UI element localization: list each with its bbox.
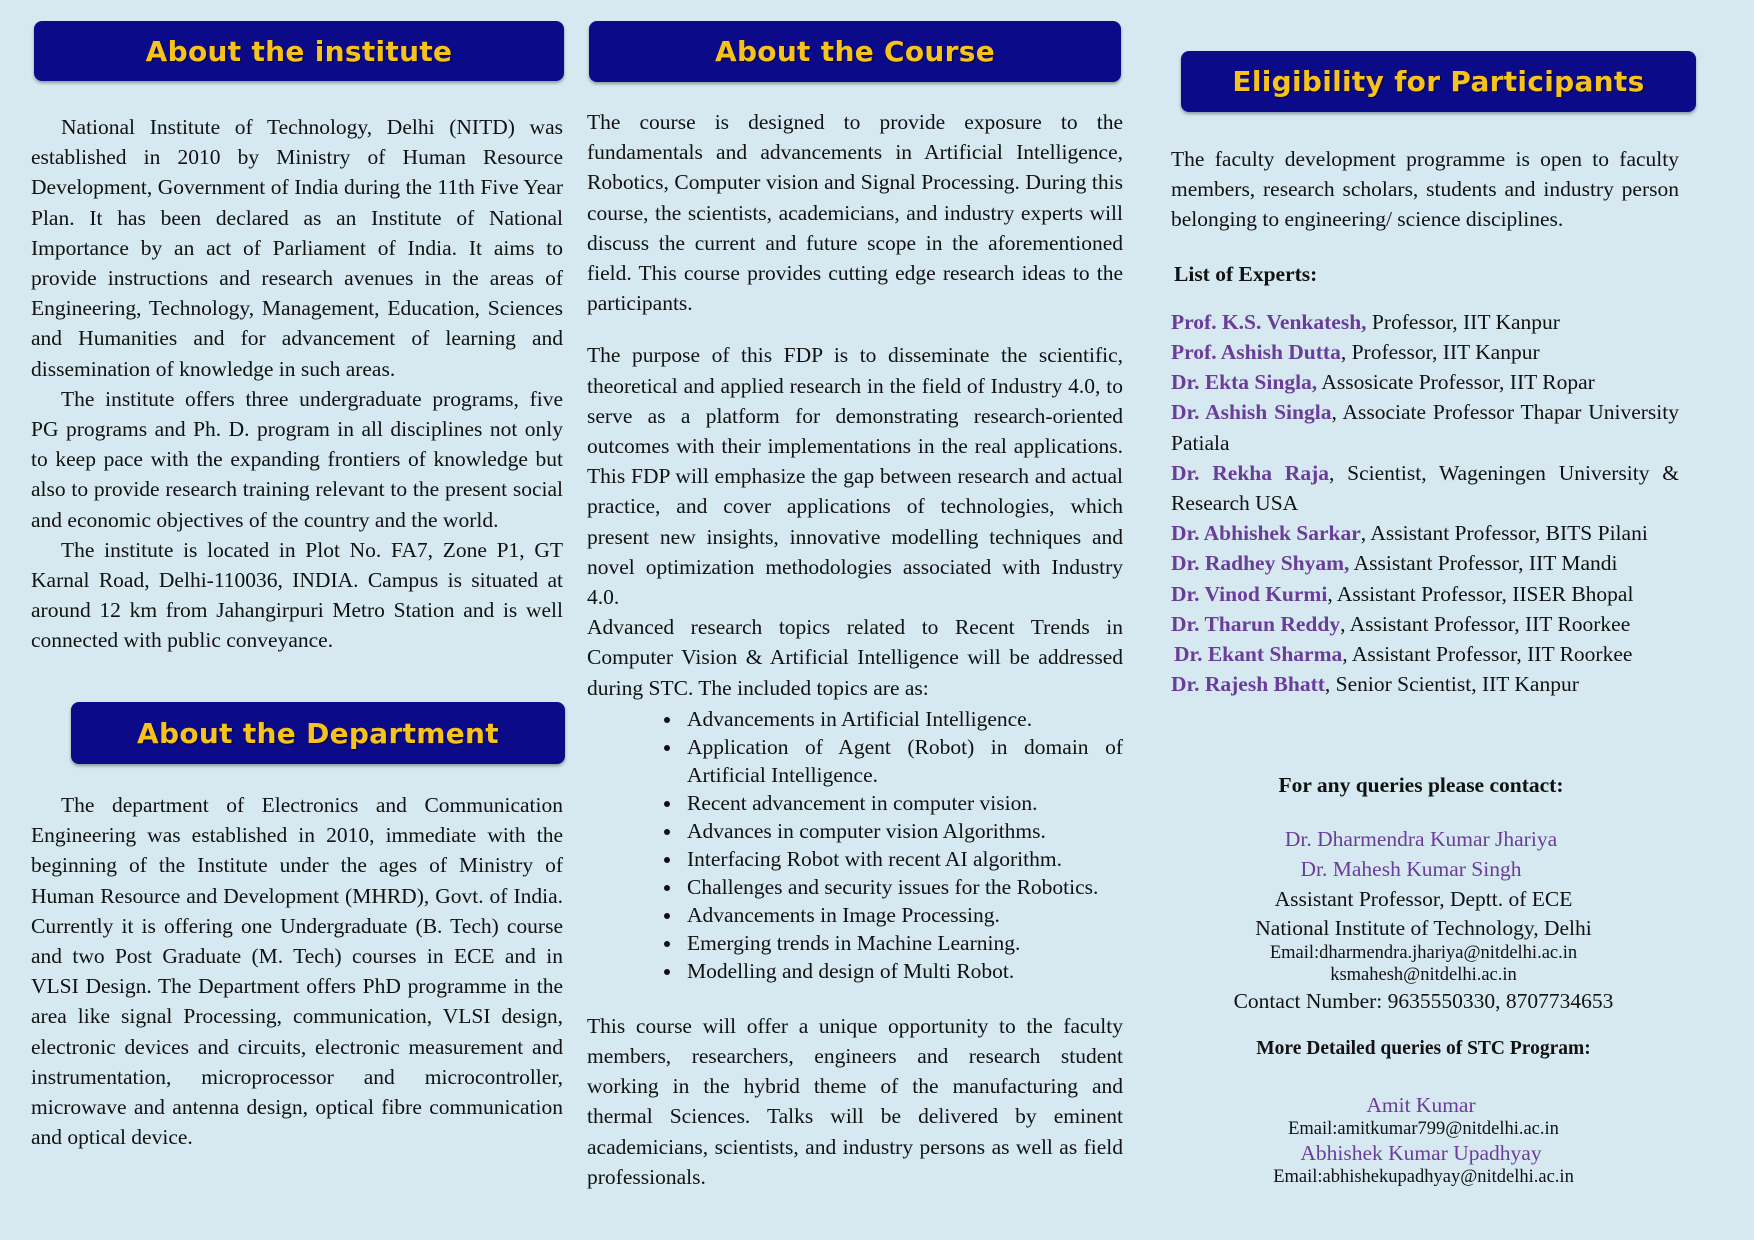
course-paragraph-1: The course is designed to provide exposure to the fundamentals and advancements in Artificial Intelligence, Robotics, Computer vision and Signal Processing. During this course, the scientists, academicians, and industry experts will discuss the current and future scope in the aforementioned field. This course provides cutting edge research ideas to the participants. [587, 110, 1123, 316]
expert-name: Dr. Ekant Sharma [1174, 642, 1343, 667]
stc-email-1[interactable]: Email:amitkumar799@nitdelhi.ac.in [1288, 1119, 1559, 1139]
contact-email-1[interactable]: Email:dharmendra.jhariya@nitdelhi.ac.in [1269, 943, 1578, 963]
expert-affiliation: Professor, IIT Kanpur [1366, 309, 1560, 334]
expert-item [1171, 307, 1679, 337]
expert-name: Dr. Abhishek Sarkar [1171, 521, 1361, 546]
topic-item: • Advancements in Image Processing. [683, 901, 1123, 929]
about-course-banner [589, 21, 1121, 82]
expert-item [1171, 397, 1679, 457]
course-paragraph-4: This course will offer a unique opportunity to the faculty members, researchers, engineers and research student working in the hybrid theme of the manufacturing and thermal Sciences. Talks will be delivered by eminent academicians, scientists, and industry persons as well as field professionals. [587, 1013, 1123, 1189]
expert-name: Dr. Ashish Singla [1171, 400, 1332, 425]
expert-name: Dr. Rajesh Bhatt [1171, 672, 1325, 697]
topic-item: • Modelling and design of Multi Robot. [683, 957, 1123, 985]
expert-item [1171, 518, 1679, 548]
expert-item [1171, 669, 1679, 699]
contact-section [1171, 770, 1651, 1188]
expert-name: Dr. Vinod Kurmi [1171, 581, 1328, 606]
eligibility-paragraph: The faculty development programme is open to faculty members, research scholars, students and industry person belonging to engineering/ science disciplines. [1171, 147, 1679, 232]
contact-name-2: Dr. Mahesh Kumar Singh [1300, 857, 1522, 881]
eligibility-section [1171, 144, 1679, 699]
expert-item [1171, 367, 1679, 397]
expert-item [1171, 639, 1679, 669]
contact-name-1: Dr. Dharmendra Kumar Jhariya [1284, 827, 1558, 851]
expert-name: Dr. Rekha Raja [1171, 460, 1329, 485]
stc-heading: More Detailed queries of STC Program: [1256, 1038, 1591, 1059]
stc-name-1: Amit Kumar [1366, 1093, 1476, 1117]
expert-item [1171, 548, 1679, 578]
course-paragraph-2: The purpose of this FDP is to disseminate the scientific, theoretical and applied research in the field of Industry 4.0, to serve as a platform for demonstrating research-oriented outcomes with their implementations in the real applications. This FDP will emphasize the gap between research and actual practice, and cover applications of technologies, which present new insights, innovative modelling techniques and novel optimization methodologies associated with Industry 4.0. [587, 343, 1123, 610]
topic-item: • Recent advancement in computer vision. [683, 789, 1123, 817]
contact-heading: For any queries please contact: [1278, 773, 1564, 797]
topic-item: • Advances in computer vision Algorithms. [683, 817, 1123, 845]
expert-name: Prof. Ashish Dutta [1171, 340, 1341, 365]
expert-affiliation: , Senior Scientist, IIT Kanpur [1324, 672, 1579, 697]
department-paragraph: The department of Electronics and Communication Engineering was established in 2010, immediate with the beginning of the Institute under the ages of Ministry of Human Resource and Development (MHRD), Govt. of India. Currently it is offering one Undergraduate (B. Tech) course and two Post Graduate (M. Tech) courses in ECE and in VLSI Design. The Department offers PhD programme in the area like signal Processing, communication, VLSI design, electronic devices and circuits, electronic measurement and instrumentation, microprocessor and microcontroller, microwave and antenna design, optical fibre communication and optical device. [31, 793, 563, 1150]
stc-name-2: Abhishek Kumar Upadhyay [1300, 1141, 1542, 1165]
about-department-banner [71, 702, 565, 764]
topic-item: • Emerging trends in Machine Learning. [683, 929, 1123, 957]
about-course-heading: About the Course [714, 35, 996, 68]
expert-affiliation: , Assistant Professor, BITS Pilani [1360, 521, 1648, 546]
experts-heading: List of Experts: [1174, 261, 1318, 286]
about-institute-banner [34, 21, 564, 81]
about-institute-heading: About the institute [145, 34, 453, 68]
expert-affiliation: , Scientist, Wageningen University & Research USA [1171, 460, 1679, 516]
expert-name: Prof. K.S. Venkatesh, [1171, 309, 1367, 334]
course-section [587, 107, 1123, 1192]
contact-designation: Assistant Professor, Deptt. of ECE [1274, 887, 1573, 911]
experts-list [1171, 307, 1679, 700]
contact-email-2[interactable]: ksmahesh@nitdelhi.ac.in [1330, 965, 1517, 985]
institute-paragraph-2: The institute offers three undergraduate programs, five PG programs and Ph. D. program in all disciplines not only to keep pace with the expanding frontiers of knowledge but also to provide research training relevant to the present social and economic objectives of the country and the world. [31, 386, 563, 532]
expert-affiliation: , Associate Professor Thapar University Patiala [1171, 400, 1679, 455]
expert-name: Dr. Ekta Singla, [1171, 370, 1318, 395]
contact-institute: National Institute of Technology, Delhi [1255, 916, 1592, 940]
expert-affiliation: Assistant Professor, IIT Mandi [1349, 551, 1618, 576]
department-section [31, 790, 563, 1152]
expert-name: Dr. Radhey Shyam, [1171, 551, 1350, 576]
expert-item [1171, 337, 1679, 367]
expert-name: Dr. Tharun Reddy [1171, 611, 1341, 636]
expert-item [1171, 579, 1679, 609]
expert-affiliation: Assosicate Professor, IIT Ropar [1317, 370, 1595, 395]
expert-affiliation: , Professor, IIT Kanpur [1340, 340, 1540, 365]
topic-item: • Advancements in Artificial Intelligence. [683, 705, 1123, 733]
course-paragraph-3: Advanced research topics related to Recent Trends in Computer Vision & Artificial Intelligence will be addressed during STC. The included topics are as: [587, 615, 1123, 700]
eligibility-heading: Eligibility for Participants [1232, 65, 1645, 98]
topic-item: • Application of Agent (Robot) in domain of Artificial Intelligence. [683, 733, 1123, 789]
topic-item: • Challenges and security issues for the Robotics. [683, 873, 1123, 901]
topic-item: • Interfacing Robot with recent AI algorithm. [683, 845, 1123, 873]
institute-section [31, 112, 563, 656]
topics-list [587, 705, 1123, 985]
eligibility-banner [1181, 51, 1696, 112]
expert-affiliation: , Assistant Professor, IISER Bhopal [1327, 581, 1634, 606]
expert-affiliation: , Assistant Professor, IIT Roorkee [1340, 611, 1631, 636]
about-department-heading: About the Department [137, 716, 499, 750]
expert-item [1171, 458, 1679, 518]
institute-paragraph-1: National Institute of Technology, Delhi (NITD) was established in 2010 by Ministry of Human Resource Development, Government of India during the 11th Five Year Plan. It has been declared as an Institute of National Importance by an act of Parliament of India. It aims to provide instructions and research avenues in the areas of Engineering, Technology, Management, Education, Sciences and Humanities and for advancement of learning and dissemination of knowledge in such areas. [31, 115, 563, 381]
institute-paragraph-3: The institute is located in Plot No. FA7, Zone P1, GT Karnal Road, Delhi-110036, INDIA. Campus is situated at around 12 km from Jahangirpuri Metro Station and is well connected with public conveyance. [31, 537, 563, 653]
expert-affiliation: , Assistant Professor, IIT Roorkee [1342, 642, 1633, 667]
contact-phone: Contact Number: 9635550330, 8707734653 [1233, 989, 1614, 1013]
expert-item [1171, 609, 1679, 639]
stc-email-2[interactable]: Email:abhishekupadhyay@nitdelhi.ac.in [1273, 1167, 1574, 1187]
